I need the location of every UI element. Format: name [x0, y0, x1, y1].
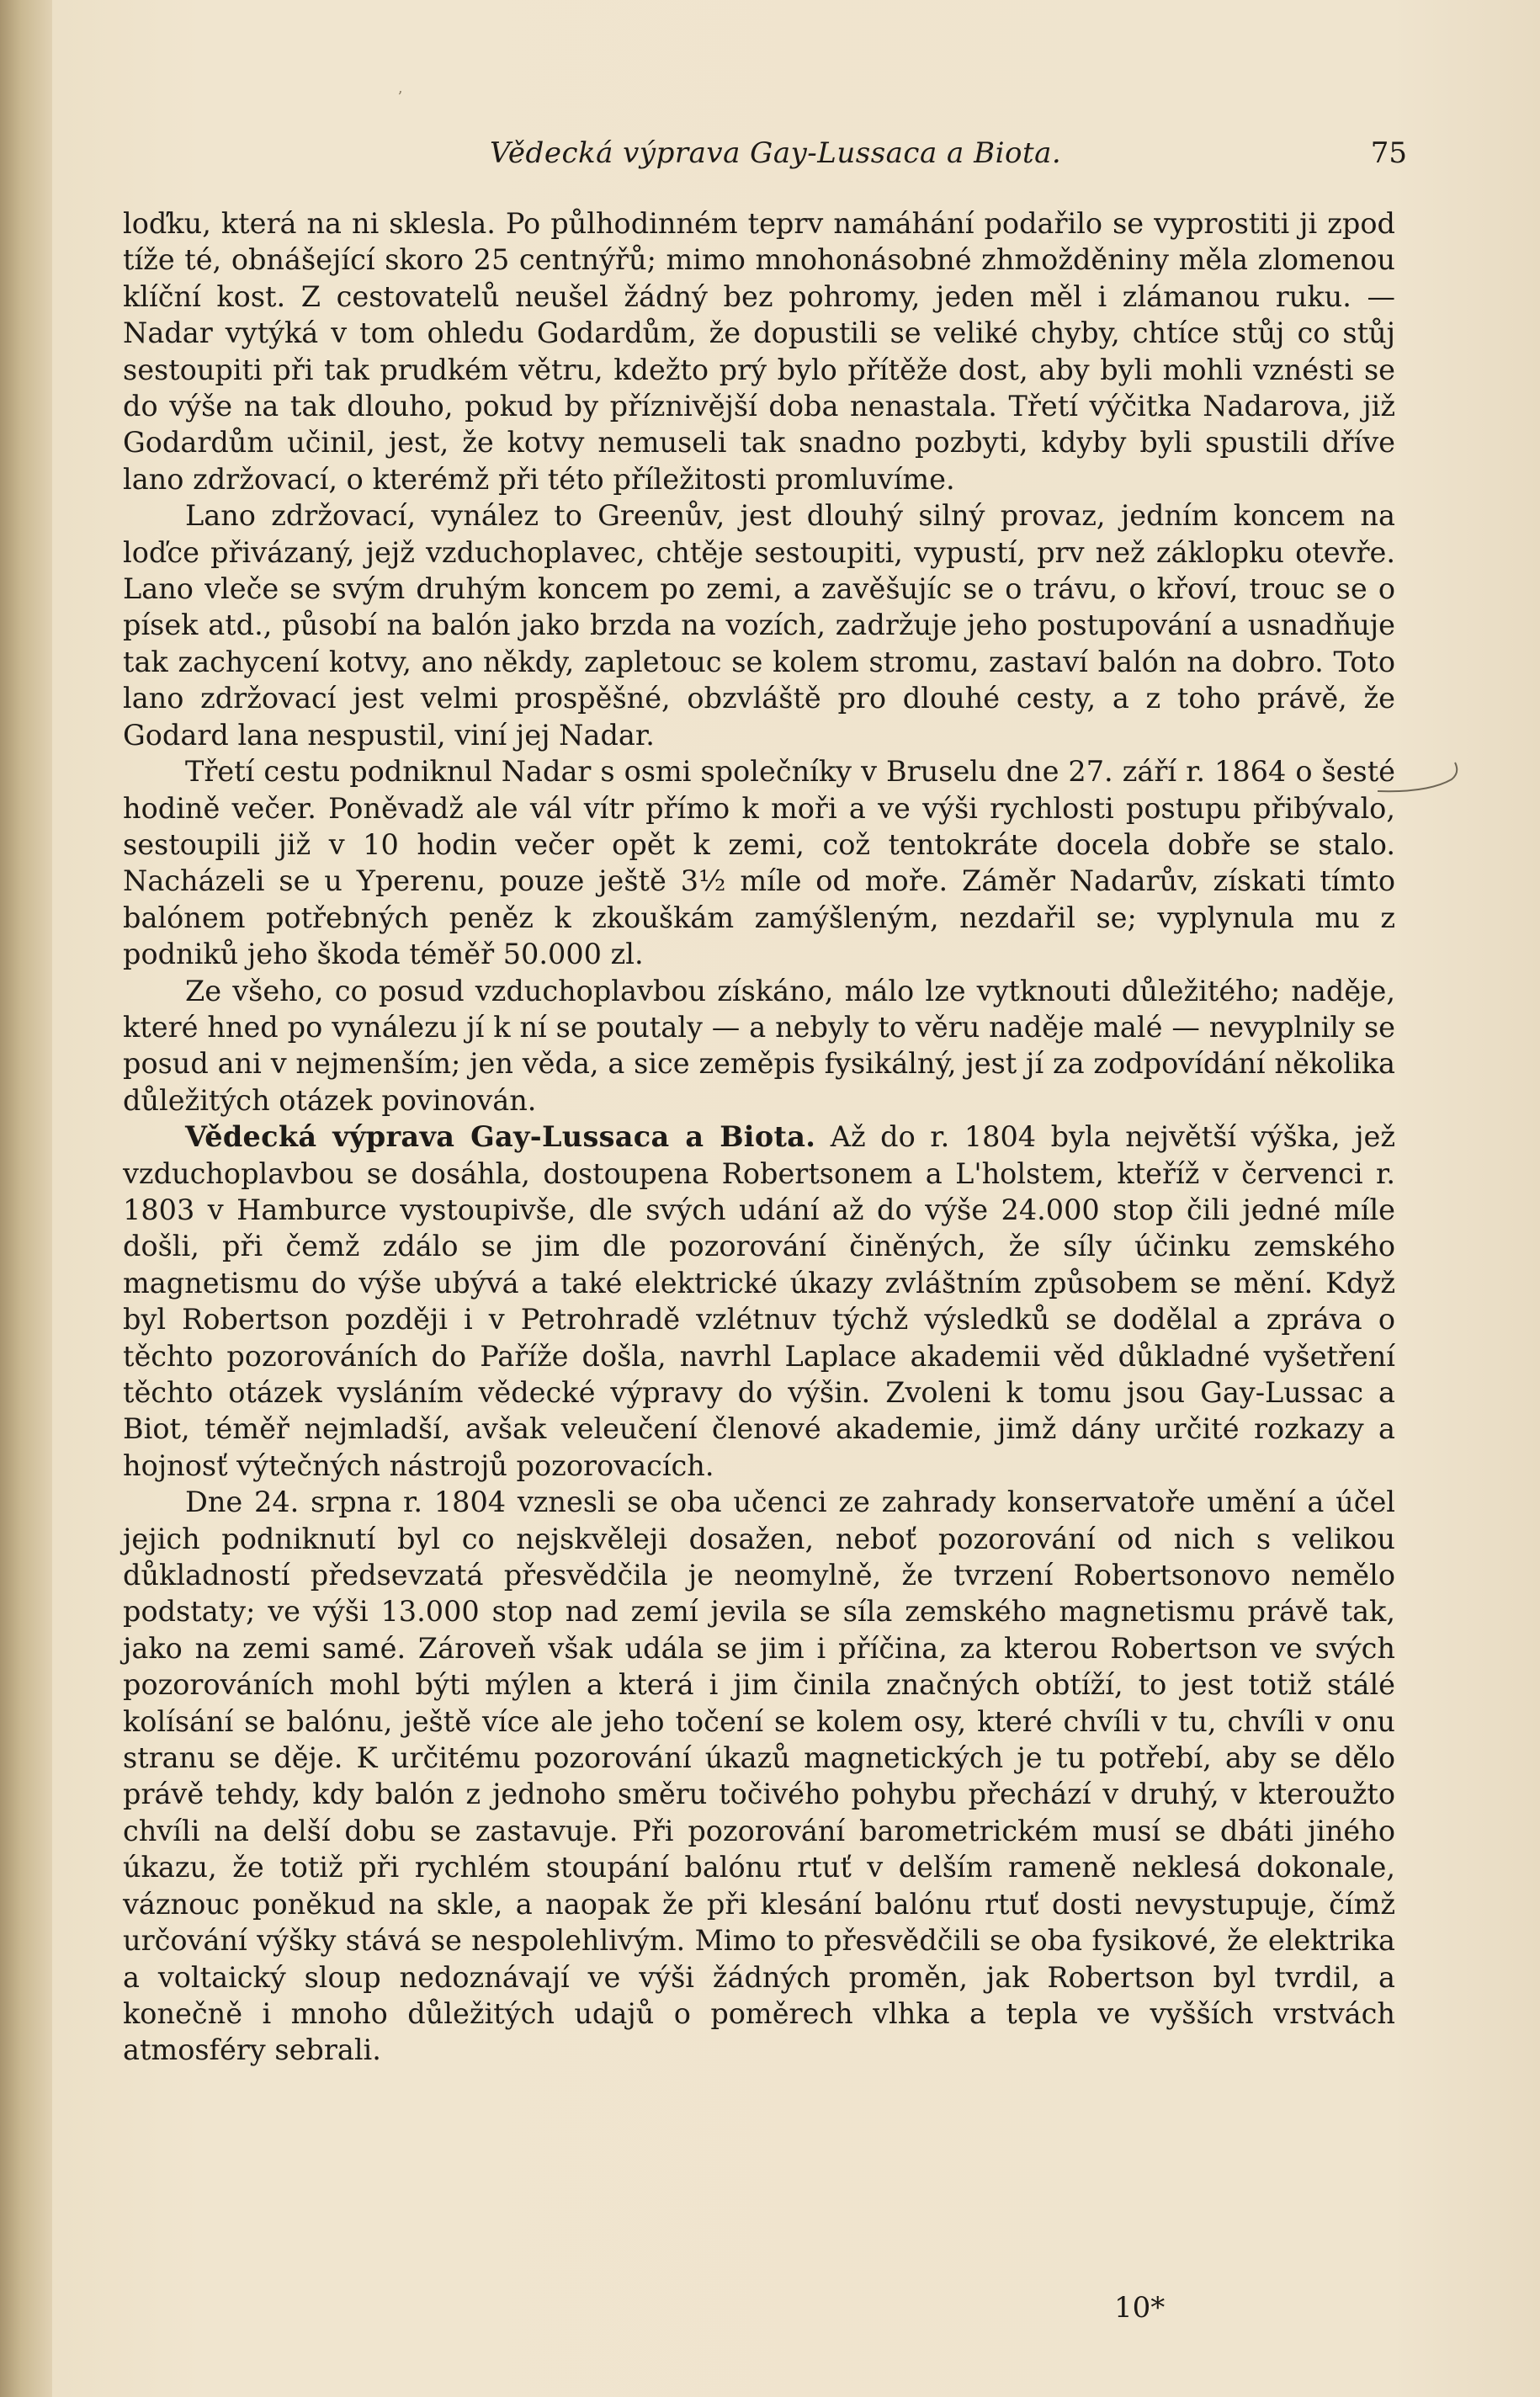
running-title: Vědecká výprava Gay-Lussaca a Biota. — [490, 136, 1062, 170]
stray-ink-mark: ʼ — [397, 88, 402, 106]
book-spine-shadow — [0, 0, 52, 2397]
paragraph-5 — [123, 1119, 1395, 1484]
paragraph-4: Ze všeho, co posud vzduchoplavbou získáno, málo lze vytknouti důležitého; naděje, které hned po vynálezu jí k ní se poutaly — a nebyly to věru naděje malé — nevyplnily se posud ani v nejmenším; jen věda, a sice zeměpis fysikálný, jest jí za zodpovídání několika důležitých otázek povinován. — [123, 974, 1395, 1117]
paragraph-6: Dne 24. srpna r. 1804 vznesli se oba učenci ze zahrady konservatoře umění a účel jejich podniknutí byl co nejskvěleji dosažen, neboť pozorování od nich s velikou důkladností předsevzatá přesvědčila je neomylně, že tvrzení Robertsonovo nemělo podstaty; ve výši 13.000 stop nad zemí jevila se síla zemského magnetismu právě tak, jako na zemi samé. Zároveň však udála se jim i příčina, za kterou Robertson ve svých pozorováních mohl býti mýlen a která i jim činila značných obtíží, to jest totiž stálé kolísání se balónu, ještě více ale jeho točení se kolem osy, které chvíli v tu, chvíli v onu stranu se děje. K určitému pozorování úkazů magnetických je tu potřebí, aby se dělo právě tehdy, kdy balón z jednoho směru točivého pohybu přechází v druhý, v kteroužto chvíli na delší dobu se zastavuje. Při pozorování barometrickém musí se dbáti jiného úkazu, že totiž při rychlém stoupání balónu rtuť v delším rameně neklesá dokonale, váznouc poněkud na skle, a naopak že při klesání balónu rtuť dosti nevystupuje, čímž určování výšky stává se nespolehlivým. Mimo to přesvědčili se oba fysikové, že elektrika a voltaický sloup nedoznávají ve výši žádných proměn, jak Robertson byl tvrdil, a konečně i mnoho důležitých udajů o poměrech vlhka a tepla ve vyšších vrstvách atmosféry sebrali. — [123, 1486, 1395, 2067]
page-header — [170, 136, 1407, 177]
section-lead-heading: Vědecká výprava Gay-Lussaca a Biota. — [185, 1120, 816, 1154]
paragraph-5-text: Až do r. 1804 byla největší výška, jež vzduchoplavbou se dosáhla, dostoupena Robertsonem a L'holstem, kteříž v červenci r. 1803 v Hamburce vystoupivše, dle svých udání až do výše 24.000 stop čili jedné míle došli, při čemž zdálo se jim dle pozorování činěných, že síly účinku zemského magnetismu do výše ubývá a také elektrické úkazy zvláštním způsobem se mění. Když byl Robertson později i v Petrohradě vzlétnuv týchž výsledků se dodělal a zpráva o těchto pozorováních do Paříže došla, navrhl Laplace akademii věd důkladné vyšetření těchto otázek vysláním vědecké výpravy do výšin. Zvoleni k tomu jsou Gay-Lussac a Biot, téměř nejmladší, avšak veleučení členové akademie, jimž dány určité rozkazy a hojnosť výtečných nástrojů pozorovacích. — [123, 1120, 1395, 1482]
pencil-margin-mark — [1378, 754, 1479, 805]
signature-mark: 10* — [1114, 2291, 1166, 2325]
body-text — [123, 205, 1395, 2069]
paragraph-3: Třetí cestu podniknul Nadar s osmi společníky v Bruselu dne 27. září r. 1864 o šesté hodině večer. Poněvadž ale vál vítr přímo k moři a ve výši rychlosti postupu přibývalo, sestoupili již v 10 hodin večer opět k zemi, což tentokráte docela dobře se stalo. Nacházeli se u Yperenu, pouze ještě 3½ míle od moře. Záměr Nadarův, získati tímto balónem potřebných peněz k zkouškám zamýšleným, nezdařil se; vyplynula mu z podniků jeho škoda téměř 50.000 zl. — [123, 755, 1395, 971]
page-number: 75 — [1370, 136, 1407, 170]
book-page — [52, 0, 1540, 2397]
paragraph-1: loďku, která na ni sklesla. Po půlhodinném teprv namáhání podařilo se vyprostiti ji zpod tíže té, obnášející skoro 25 centnýřů; mimo mnohonásobné zhmožděniny měla zlomenou klíční kost. Z cestovatelů neušel žádný bez pohromy, jeden měl i zlámanou ruku. — Nadar vytýká v tom ohledu Godardům, že dopustili se veliké chyby, chtíce stůj co stůj sestoupiti při tak prudkém větru, kdežto prý bylo přítěže dost, aby byli mohli vznésti se do výše na tak dlouho, pokud by příznivější doba nenastala. Třetí výčitka Nadarova, již Godardům učinil, jest, že kotvy nemuseli tak snadno pozbyti, kdyby byli spustili dříve lano zdržovací, o kterémž při této příležitosti promluvíme. — [123, 207, 1395, 496]
paragraph-2: Lano zdržovací, vynález to Greenův, jest dlouhý silný provaz, jedním koncem na loďce přivázaný, jejž vzduchoplavec, chtěje sestoupiti, vypustí, prv než záklopku otevře. Lano vleče se svým druhým koncem po zemi, a zavěšujíc se o trávu, o křoví, trouc se o písek atd., působí na balón jako brzda na vozích, zadržuje jeho postupování a usnadňuje tak zachycení kotvy, ano někdy, zapletouc se kolem stromu, zastaví balón na dobro. Toto lano zdržovací jest velmi prospěšné, obzvláště pro dlouhé cesty, a z toho právě, že Godard lana nespustil, viní jej Nadar. — [123, 499, 1395, 752]
